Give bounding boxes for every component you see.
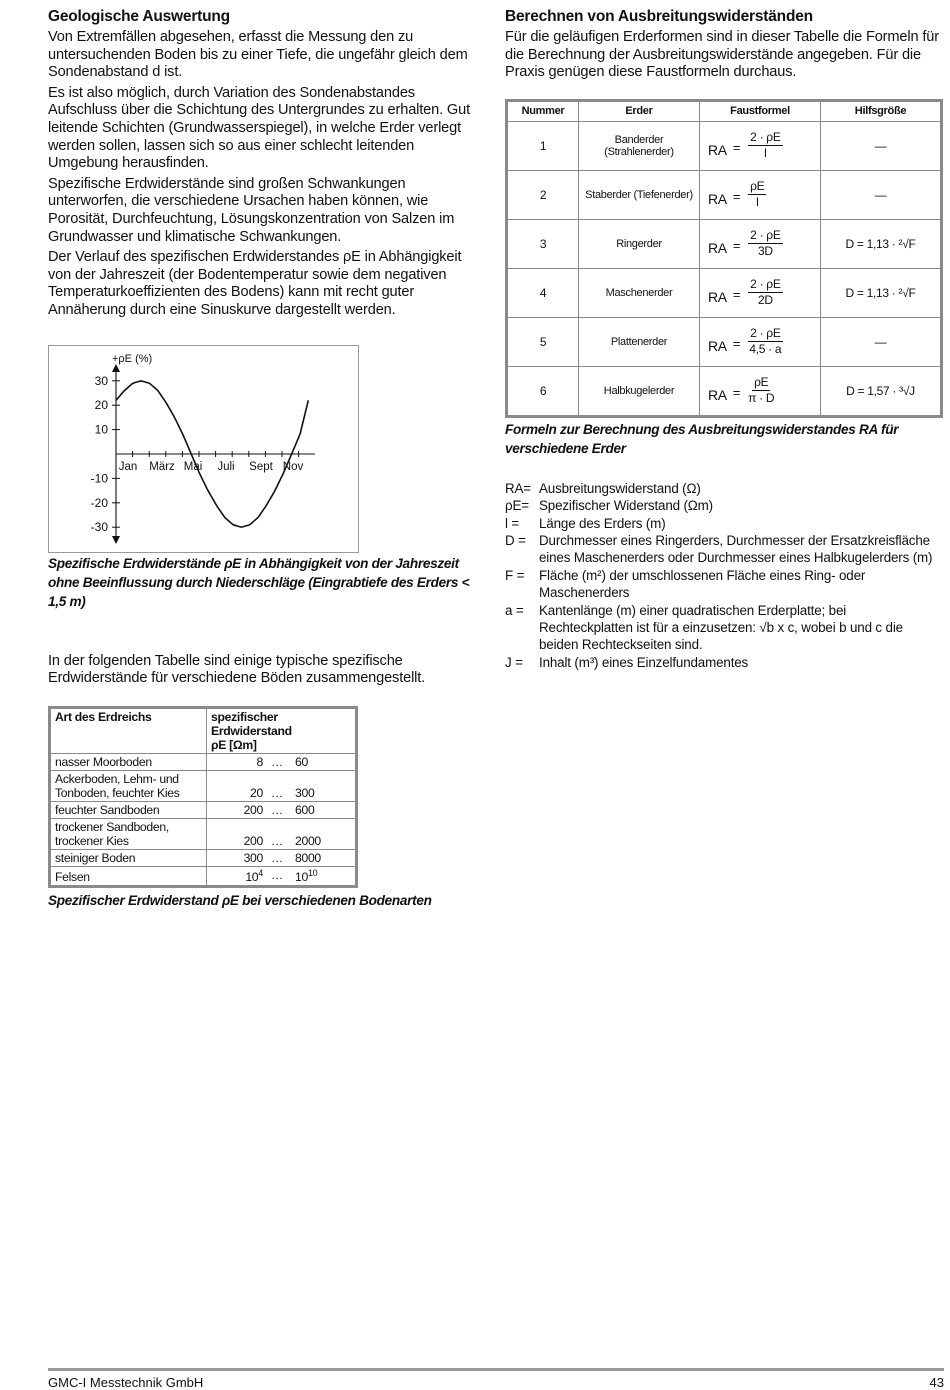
erder-type: Ringerder [579, 219, 700, 268]
faustformel [700, 268, 821, 317]
soil-col-header: Art des Erdreichs [50, 707, 207, 753]
formula-table-row [507, 121, 942, 170]
formula-equals: = [732, 140, 741, 156]
soil-table-row [50, 818, 357, 849]
formula-table-row [507, 317, 942, 366]
faustformel [700, 121, 821, 170]
range-low-value: 10 [245, 869, 259, 884]
range-high [291, 851, 345, 865]
legend-description: Länge des Erders (m) [539, 515, 666, 531]
erder-number: 5 [507, 317, 579, 366]
erder-number: 1 [507, 121, 579, 170]
formula-fraction [748, 228, 782, 259]
range-low-value: 20 [250, 785, 263, 800]
range-low-value: 200 [243, 833, 263, 848]
legend-item [505, 480, 943, 497]
range-low-value: 8 [256, 754, 263, 769]
faustformel [700, 170, 821, 219]
chart-y-arrow-down [112, 536, 120, 544]
range-high [291, 786, 345, 800]
legend-description: Spezifischer Widerstand (Ωm) [539, 498, 713, 514]
formula-table-caption: Formeln zur Berechnung des Ausbreitungswiderstandes RA für verschiedene Erder [505, 421, 899, 456]
formula-table-row [507, 219, 942, 268]
soil-type: Ackerboden, Lehm- und Tonboden, feuchter Kies [50, 770, 207, 801]
formula-ra-symbol: RA [708, 386, 727, 403]
header-erder: Erder [579, 100, 700, 121]
erder-type: Plattenerder [579, 317, 700, 366]
formula-equals: = [732, 287, 741, 303]
soil-type: trockener Sandboden, trockener Kies [50, 818, 207, 849]
formula-fraction [748, 277, 782, 308]
soil-table-row [50, 849, 357, 866]
hilfsgroesse: — [821, 121, 942, 170]
formula-denominator: 4,5 · a [749, 342, 782, 357]
resistance-col-header [207, 707, 357, 753]
table-intro: In der folgenden Tabelle sind einige typische spezifische Erdwiderstände für verschiedene Böden zusammengestellt. [48, 652, 426, 687]
formula-numerator: 2 · ρE [750, 326, 781, 341]
erder-type: Halbkugelerder [579, 366, 700, 416]
formula-table-row [507, 170, 942, 219]
range-low-exponent: 4 [258, 867, 263, 878]
soil-resistance-range [207, 818, 357, 849]
left-column [48, 8, 486, 910]
legend-symbol: F = [505, 567, 525, 583]
formula-denominator: π · D [748, 391, 775, 406]
soil-table-header [50, 707, 357, 753]
legend-symbol: J = [505, 654, 523, 670]
formula-expression [708, 326, 820, 357]
soil-type: nasser Moorboden [50, 753, 207, 770]
chart-x-tick-label: Sept [249, 460, 273, 473]
legend-symbol: a = [505, 602, 524, 618]
range-separator: … [271, 802, 283, 817]
soil-resistance-range [207, 753, 357, 770]
paragraph-3: Spezifische Erdwiderstände sind großen Schwankungen unterworfen, die verschiedene Ursachen haben können, wie Porosität, Durchfeuchtung, Lösungskonzentration von Salzen im Grundwasser und klimatische Schwankungen. [48, 175, 455, 245]
range-low [211, 868, 263, 884]
hilfsgroesse: D = 1,57 · ³√J [821, 366, 942, 416]
chart-x-tick-label: Mai [183, 460, 203, 473]
range-high-exponent: 10 [307, 867, 318, 878]
erder-number: 3 [507, 219, 579, 268]
legend-description: Durchmesser eines Ringerders, Durchmesser der Ersatzkreisfläche eines Maschenerders oder Durchmesser eines Halbkugelerders (m) [539, 533, 933, 566]
formula-ra-symbol: RA [708, 337, 727, 354]
chart-x-tick-label: Jan [118, 460, 138, 473]
formula-denominator: 3D [757, 244, 773, 259]
heading-geologische-auswertung: Geologische Auswertung [48, 8, 230, 25]
erder-number: 2 [507, 170, 579, 219]
legend-description: Ausbreitungswiderstand (Ω) [539, 480, 701, 496]
range-high-value: 2000 [295, 833, 321, 848]
soil-table-row [50, 866, 357, 886]
legend-symbol: RA= [505, 480, 531, 496]
formula-table [505, 99, 943, 418]
chart-y-arrow-up [112, 364, 120, 372]
chart-x-tick-label: März [149, 460, 175, 473]
range-high-value: 8000 [295, 850, 321, 865]
range-separator: … [271, 850, 283, 865]
range-high [291, 868, 345, 884]
chart-y-tick-label: 10 [94, 422, 108, 437]
legend-item [505, 567, 943, 602]
range-low-value: 200 [243, 802, 263, 817]
erder-type: Banderder (Strahlenerder) [579, 121, 700, 170]
legend-item [505, 532, 943, 567]
range-low [211, 851, 263, 865]
legend-symbol: D = [505, 533, 526, 548]
soil-resistance-range [207, 866, 357, 886]
soil-type: Felsen [50, 866, 207, 886]
header-nummer: Nummer [507, 100, 579, 121]
right-intro: Für die geläufigen Erderformen sind in dieser Tabelle die Formeln für die Berechnung der Ausbreitungswiderstände angegeben. Für die Praxis genügen diese Faustformeln durchaus. [505, 29, 939, 81]
range-separator: … [271, 754, 283, 769]
formula-expression [708, 179, 820, 210]
chart-y-tick-label: 20 [94, 397, 108, 412]
formula-table-row [507, 366, 942, 416]
hilfsgroesse: — [821, 170, 942, 219]
resistance-col-title: spezifischer Erdwiderstand [211, 709, 292, 738]
soil-type: steiniger Boden [50, 849, 207, 866]
formula-denominator: l [756, 195, 759, 210]
range-high-value: 10 [295, 869, 308, 884]
formula-expression [708, 228, 820, 259]
seasonal-resistance-chart [48, 345, 359, 553]
formula-ra-symbol: RA [708, 239, 727, 256]
formula-ra-symbol: RA [708, 288, 727, 305]
formula-equals: = [732, 336, 741, 352]
range-low [211, 786, 263, 800]
legend-item [505, 654, 943, 671]
formula-numerator: 2 · ρE [750, 130, 781, 145]
chart-x-tick-label: Juli [217, 460, 235, 473]
footer-divider [48, 1368, 944, 1371]
range-separator: … [271, 785, 283, 800]
chart-y-tick-label: -10 [90, 470, 108, 485]
resistance-col-unit: ρE [Ωm] [211, 737, 257, 752]
soil-resistance-range [207, 801, 357, 818]
soil-type: feuchter Sandboden [50, 801, 207, 818]
chart-x-tick-label: Nov [282, 460, 304, 473]
paragraph-4: Der Verlauf des spezifischen Erdwiderstandes ρE in Abhängigkeit von der Jahreszeit (der Bodentemperatur sowie dem negativen Temperaturkoeffizienten des Bodens) kann mit recht guter Annäherung durch eine Sinuskurve dargestellt werden. [48, 249, 462, 318]
formula-fraction [748, 179, 766, 210]
range-high [291, 755, 345, 769]
range-separator: … [271, 867, 283, 882]
soil-resistance-table [48, 706, 358, 888]
header-faustformel: Faustformel [700, 100, 821, 121]
soil-table-row [50, 801, 357, 818]
range-high-value: 300 [295, 785, 315, 800]
range-low-value: 300 [243, 850, 263, 865]
formula-ra-symbol: RA [708, 190, 727, 207]
formula-equals: = [732, 238, 741, 254]
formula-table-header [507, 100, 942, 121]
hilfsgroesse: D = 1,13 · ²√F [821, 268, 942, 317]
formula-expression [708, 277, 820, 308]
erder-type: Maschenerder [579, 268, 700, 317]
right-column [505, 8, 943, 671]
formula-expression [708, 375, 820, 406]
symbol-legend [505, 480, 943, 671]
legend-symbol: l = [505, 515, 520, 531]
soil-resistance-range [207, 849, 357, 866]
erder-number: 4 [507, 268, 579, 317]
formula-ra-symbol: RA [708, 141, 727, 158]
chart-caption: Spezifische Erdwiderstände ρE in Abhängigkeit von der Jahreszeit ohne Beeinflussung durch Niederschläge (Eingrabtiefe des Erders < 1,5 m) [48, 555, 470, 609]
formula-expression [708, 130, 820, 161]
chart-y-tick-label: -20 [90, 495, 108, 510]
legend-item [505, 602, 943, 654]
hilfsgroesse: — [821, 317, 942, 366]
header-hilfsgroesse: Hilfsgröße [821, 100, 942, 121]
formula-equals: = [732, 189, 741, 205]
range-low [211, 755, 263, 769]
soil-table-row [50, 770, 357, 801]
range-low [211, 834, 263, 848]
footer-company: GMC-I Messtechnik GmbH [48, 1375, 204, 1390]
faustformel [700, 219, 821, 268]
legend-item [505, 515, 943, 532]
formula-numerator: ρE [750, 179, 765, 194]
hilfsgroesse: D = 1,13 · ²√F [821, 219, 942, 268]
formula-numerator: 2 · ρE [750, 228, 781, 243]
formula-table-row [507, 268, 942, 317]
legend-item [505, 497, 943, 514]
range-high [291, 803, 345, 817]
range-high-value: 600 [295, 802, 315, 817]
footer-page-number: 43 [929, 1375, 944, 1390]
faustformel [700, 366, 821, 416]
legend-description: Fläche (m²) der umschlossenen Fläche eines Ring- oder Maschenerders [539, 567, 866, 601]
formula-fraction [748, 130, 782, 161]
range-high-value: 60 [295, 754, 308, 769]
formula-fraction [748, 375, 774, 406]
legend-description: Inhalt (m³) eines Einzelfundamentes [539, 654, 749, 670]
paragraph-2: Es ist also möglich, durch Variation des Sondenabstandes Aufschluss über die Schichtung des Untergrundes zu erhalten. Gut leitende Schichten (Grundwasserspiegel), in welche Erder verlegt werden sollen, lassen sich so aus einer schlecht leitenden Umgebung herausfinden. [48, 84, 470, 172]
chart-y-axis-label: +ρE (%) [112, 352, 153, 365]
erder-type: Staberder (Tiefenerder) [579, 170, 700, 219]
legend-description: Kantenlänge (m) einer quadratischen Erderplatte; bei Rechteckplatten ist für a einzusetzen: √b x c, wobei b und c die beiden Rechteckseiten sind. [539, 602, 903, 653]
legend-symbol: ρE= [505, 498, 529, 514]
soil-resistance-range [207, 770, 357, 801]
range-low [211, 803, 263, 817]
faustformel [700, 317, 821, 366]
chart-y-tick-label: -30 [90, 519, 108, 534]
erder-number: 6 [507, 366, 579, 416]
paragraph-1: Von Extremfällen abgesehen, erfasst die Messung den zu untersuchenden Boden bis zu einer Tiefe, die ungefähr gleich dem Sondenabstand d ist. [48, 29, 468, 81]
soil-table-row [50, 753, 357, 770]
range-separator: … [271, 833, 283, 848]
heading-ausbreitungswiderstaende: Berechnen von Ausbreitungswiderständen [505, 8, 813, 25]
formula-numerator: 2 · ρE [750, 277, 781, 292]
formula-fraction [748, 326, 782, 357]
formula-denominator: l [764, 146, 767, 161]
formula-equals: = [732, 385, 741, 401]
chart-svg [49, 346, 358, 552]
formula-numerator: ρE [754, 375, 769, 390]
soil-table-caption: Spezifischer Erdwiderstand ρE bei verschiedenen Bodenarten [48, 892, 432, 908]
formula-denominator: 2D [757, 293, 773, 308]
range-high [291, 834, 345, 848]
chart-y-tick-label: 30 [94, 373, 108, 388]
